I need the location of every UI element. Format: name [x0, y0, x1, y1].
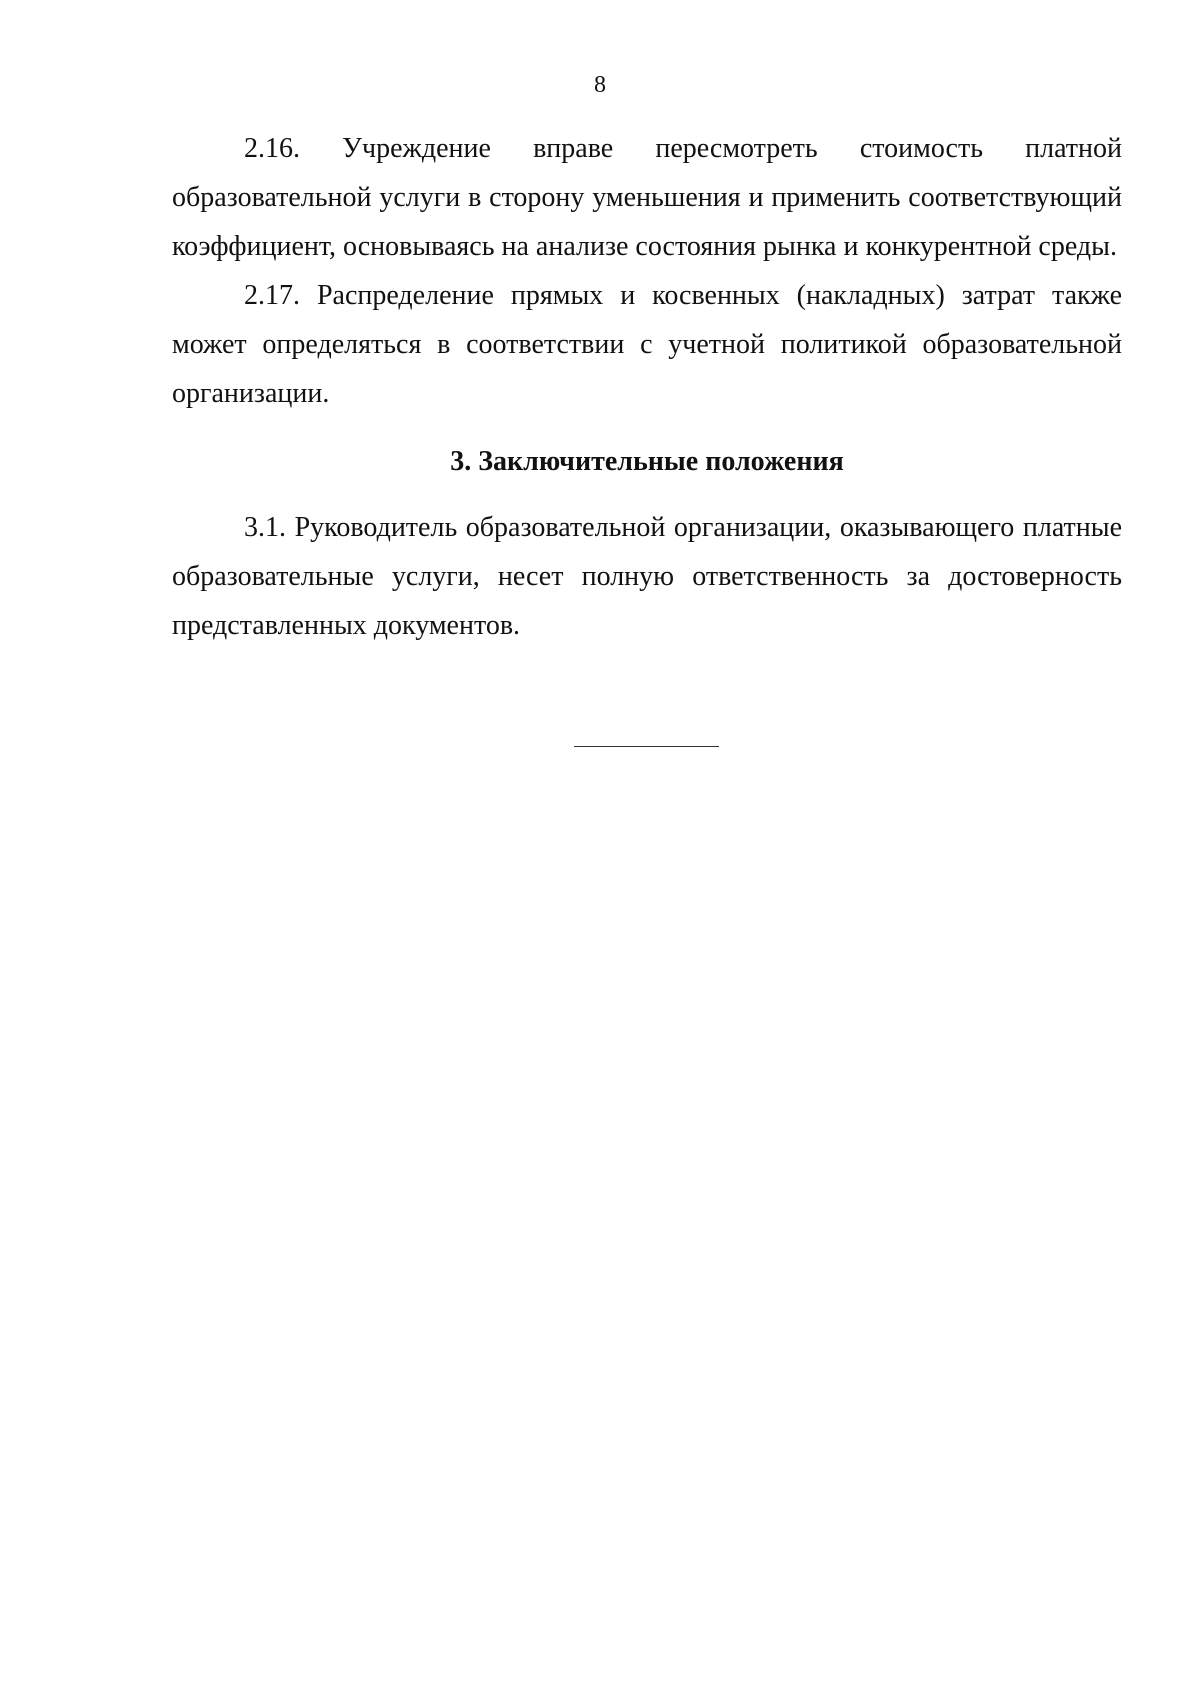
page-number: 8 — [594, 72, 606, 98]
paragraph-2-16: 2.16. Учреждение вправе пересмотреть стоимость платной образовательной услуги в сторону уменьшения и применить соответствующий коэффициент, основываясь на анализе состояния рынка и конкурентной среды. — [172, 133, 1122, 262]
section-heading-final-provisions: 3. Заключительные положения — [450, 446, 844, 477]
paragraph-2-17: 2.17. Распределение прямых и косвенных (накладных) затрат также может определяться в соответствии с учетной политикой образовательной организации. — [172, 280, 1122, 409]
document-body — [172, 124, 1122, 650]
paragraph-3-1: 3.1. Руководитель образовательной организации, оказывающего платные образовательные услуги, несет полную ответственность за достоверность представленных документов. — [172, 512, 1122, 641]
end-separator-line — [574, 746, 719, 747]
